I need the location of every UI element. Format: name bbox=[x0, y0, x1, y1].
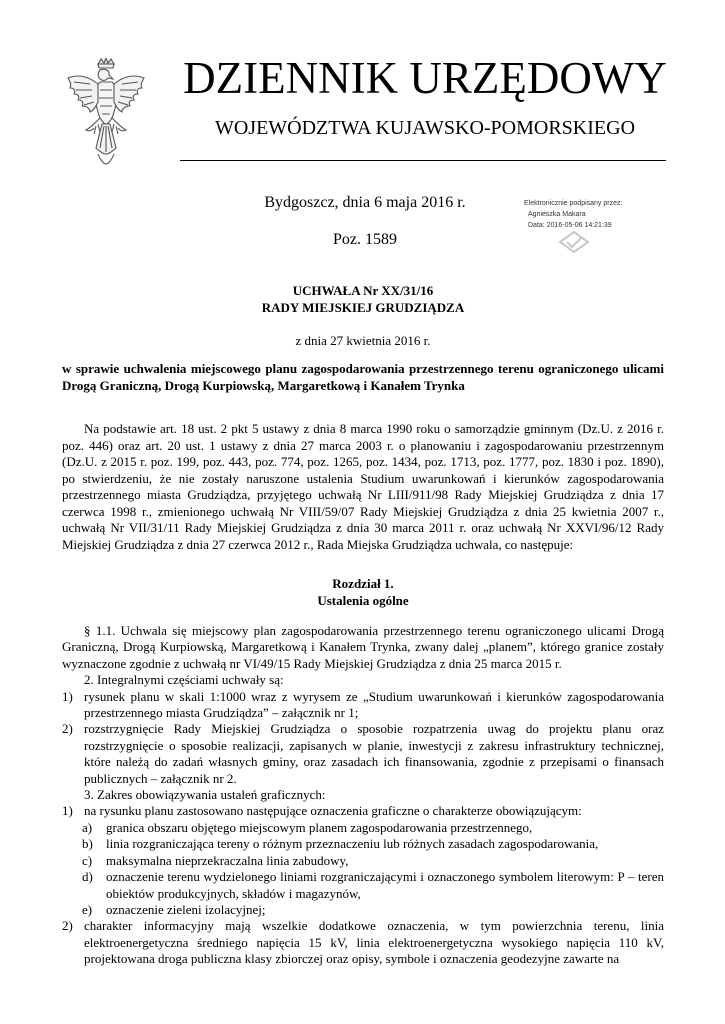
legal-basis-paragraph: Na podstawie art. 18 ust. 2 pkt 5 ustawy z dnia 8 marca 1990 roku o samorządzie gminnym (Dz.U. z 2016 r. poz. 446) oraz art. 20 ust. 1 ustawy z dnia 27 marca 2003 r. o planowaniu i zagospodarowaniu przestrzennym (Dz.U. z 2015 r. poz. 199, poz. 443, poz. 774, poz. 1265, poz. 1434, poz. 1713, poz. 1777, poz. 1830 i poz. 1890), po stwierdzeniu, że nie zostały naruszone ustalenia Studium uwarunkowań i kierunków zagospodarowania przestrzennego miasta Grudziądza, przyjętego uchwałą Nr LIII/911/98 Rady Miejskiej Grudziądza z dnia 17 czerwca 1998 r., zmienionego uchwałą Nr VIII/59/07 Rady Miejskiej Grudziądza z dnia 25 kwietnia 2007 r., uchwałą Nr VII/31/11 Rady Miejskiej Grudziądza z dnia 30 marca 2011 r. oraz uchwałą Nr XXVI/96/12 Rady Miejskiej Grudziądza z dnia 27 czerwca 2012 r., Rada Miejska Grudziądza uchwala, co następuje: bbox=[62, 421, 664, 552]
letter-item-text: oznaczenie terenu wydzielonego liniami rozgraniczającymi i oznaczonego symbolem literowym: P – teren obiektów produkcyjnych, składów i magazynów, bbox=[106, 869, 664, 901]
list-item bbox=[62, 918, 664, 967]
chapter-number: Rozdział 1. bbox=[332, 576, 394, 591]
resolution-date: z dnia 27 kwietnia 2016 r. bbox=[295, 333, 431, 348]
letter-item bbox=[62, 902, 664, 918]
signature-signer: Agnieszka Makara bbox=[528, 211, 586, 218]
list-item-text: rysunek planu w skali 1:1000 wraz z wyrysem ze „Studium uwarunkowań i kierunków zagospodarowania przestrzennego miasta Grudziądza” – załącznik nr 1; bbox=[84, 688, 664, 721]
letter-item-label: a) bbox=[82, 819, 93, 835]
section-paragraph-3: 3. Zakres obowiązywania ustaleń graficznych: bbox=[84, 787, 326, 803]
list-item-text: charakter informacyjny mają wszelkie dodatkowe oznaczenia, w tym powierzchnia terenu, linia elektroenergetyczna średniego napięcia 15 kV, linia elektroenergetyczna wysokiego napięcia 110 kV, projektowana droga publiczna klasy zbiorczej oraz opisy, symbole i oznaczenia geodezyjne zawarte na bbox=[84, 918, 664, 967]
list-item-number: 2) bbox=[62, 721, 73, 737]
letter-item bbox=[62, 836, 664, 852]
letter-item bbox=[62, 820, 664, 836]
electronic-signature bbox=[524, 198, 674, 231]
list-item-number: 1) bbox=[62, 803, 73, 819]
letter-item bbox=[62, 869, 664, 902]
section-paragraph-2: 2. Integralnymi częściami uchwały są: bbox=[84, 672, 284, 688]
position-number: Poz. 1589 bbox=[333, 231, 397, 248]
place-and-date: Bydgoszcz, dnia 6 maja 2016 r. bbox=[264, 194, 466, 211]
letter-item-label: e) bbox=[82, 901, 93, 917]
list-item-number: 2) bbox=[62, 918, 73, 934]
list-item bbox=[62, 689, 664, 722]
letter-item-text: oznaczenie zieleni izolacyjnej; bbox=[106, 901, 266, 917]
resolution-subject: w sprawie uchwalenia miejscowego planu zagospodarowania przestrzennego terenu ograniczonego ulicami Drogą Graniczną, Drogą Kurpiowską, Margaretkową i Kanałem Trynka bbox=[62, 361, 664, 393]
chapter-heading bbox=[62, 575, 664, 609]
signature-date: Data: 2016-05-06 14:21:39 bbox=[528, 222, 612, 229]
journal-title: DZIENNIK URZĘDOWY bbox=[183, 53, 667, 103]
letter-item-label: c) bbox=[82, 852, 93, 868]
section-paragraph-1: § 1.1. Uchwala się miejscowy plan zagospodarowania przestrzennego terenu ograniczonego ulicami Drogą Graniczną, Drogą Kurpiowską, Margaretkową i Kanałem Trynka, zwany dalej „planem”, którego granice zostały wyznaczone zgodnie z uchwałą nr VI/49/15 Rady Miejskiej Grudziądza z dnia 25 marca 2015 r. bbox=[62, 623, 664, 671]
resolution-title bbox=[62, 282, 664, 316]
letter-item-text: linia rozgraniczająca tereny o różnym przeznaczeniu lub różnych zasadach zagospodarowania, bbox=[106, 836, 599, 852]
letter-item bbox=[62, 853, 664, 869]
list-item bbox=[62, 803, 664, 819]
chapter-name: Ustalenia ogólne bbox=[317, 593, 409, 608]
letter-item-label: b) bbox=[82, 836, 93, 852]
letter-item-label: d) bbox=[82, 869, 93, 885]
list-item-text: na rysunku planu zastosowano następujące oznaczenia graficzne o charakterze obowiązującym: bbox=[84, 803, 582, 819]
signature-label: Elektronicznie podpisany przez: bbox=[524, 200, 623, 207]
letter-item-text: maksymalna nieprzekraczalna linia zabudowy, bbox=[106, 852, 349, 868]
list-item-number: 1) bbox=[62, 688, 73, 704]
letter-item-text: granica obszaru objętego miejscowym planem zagospodarowania przestrzennego, bbox=[106, 819, 533, 835]
resolution-number: UCHWAŁA Nr XX/31/16 bbox=[292, 283, 434, 298]
journal-subtitle: WOJEWÓDZTWA KUJAWSKO-POMORSKIEGO bbox=[214, 117, 636, 139]
list-item bbox=[62, 721, 664, 787]
eagle-emblem-icon bbox=[60, 58, 152, 170]
resolution-council: RADY MIEJSKIEJ GRUDZIĄDZA bbox=[261, 300, 465, 315]
header-divider bbox=[180, 160, 666, 161]
signature-check-icon bbox=[556, 229, 592, 255]
chapter-body bbox=[62, 623, 664, 968]
list-item-text: rozstrzygnięcie Rady Miejskiej Grudziądza o sposobie rozpatrzenia uwag do projektu planu oraz rozstrzygnięcie o sposobie realizacji, zapisanych w planie, inwestycji z zakresu infrastruktury technicznej, które należą do zadań własnych gminy, oraz zasadach ich finansowania, zgodnie z przepisami o finansach publicznych – załącznik nr 2. bbox=[84, 721, 664, 786]
